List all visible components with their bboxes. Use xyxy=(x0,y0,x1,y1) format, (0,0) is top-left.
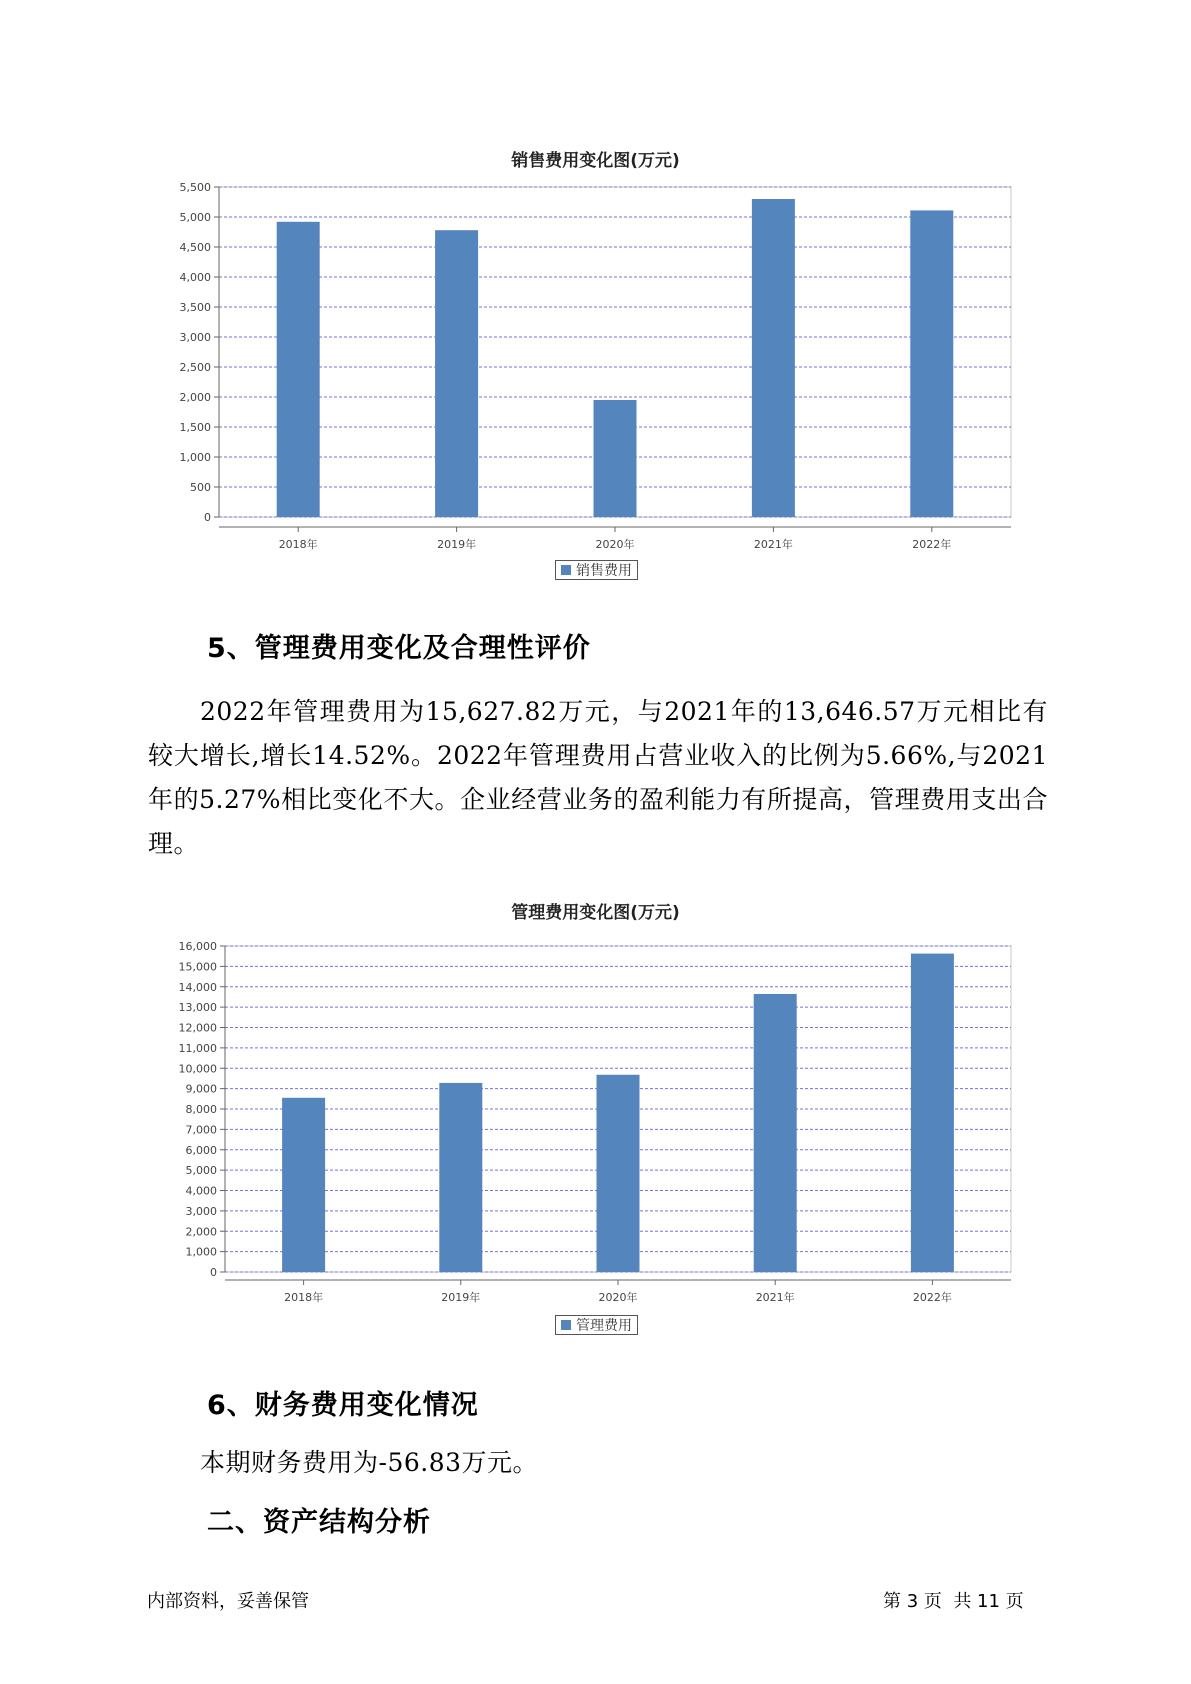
y-tick-label: 1,500 xyxy=(179,421,211,434)
y-tick-label: 2,000 xyxy=(185,1225,217,1239)
y-tick-label: 12,000 xyxy=(178,1021,217,1035)
admin-bar-2 xyxy=(597,1075,640,1272)
y-tick-label: 13,000 xyxy=(178,1001,217,1015)
sales-bar-0 xyxy=(277,222,320,517)
admin-bar-4 xyxy=(911,954,954,1272)
y-tick-label: 4,000 xyxy=(185,1184,217,1198)
x-tick-label: 2022年 xyxy=(912,1291,952,1304)
x-tick-label: 2021年 xyxy=(755,1291,795,1304)
y-tick-label: 1,000 xyxy=(185,1245,217,1259)
sales-bar-2 xyxy=(594,400,637,517)
y-tick-label: 0 xyxy=(210,1266,217,1279)
y-tick-label: 14,000 xyxy=(178,980,217,994)
section-5-heading: 5、管理费用变化及合理性评价 xyxy=(207,633,591,664)
sales-bar-3 xyxy=(752,199,795,517)
legend-swatch xyxy=(561,565,571,575)
y-tick-label: 1,000 xyxy=(179,451,211,464)
y-tick-label: 3,000 xyxy=(185,1204,217,1218)
x-tick-label: 2021年 xyxy=(753,538,793,551)
y-tick-label: 0 xyxy=(204,511,211,524)
y-tick-label: 10,000 xyxy=(178,1062,217,1076)
y-tick-label: 4,500 xyxy=(179,241,211,254)
y-tick-label: 6,000 xyxy=(185,1143,217,1157)
y-tick-label: 2,500 xyxy=(179,361,211,374)
x-tick-label: 2019年 xyxy=(441,1291,481,1304)
admin-bar-1 xyxy=(439,1083,482,1272)
y-tick-label: 16,000 xyxy=(178,940,217,953)
legend-sales xyxy=(555,560,638,580)
admin-bar-3 xyxy=(754,994,797,1272)
y-tick-label: 500 xyxy=(190,481,211,494)
y-tick-label: 8,000 xyxy=(185,1103,217,1116)
section-two-heading: 二、资产结构分析 xyxy=(207,1507,431,1538)
y-tick-label: 15,000 xyxy=(178,960,217,974)
section-6-paragraph: 本期财务费用为-56.83万元。 xyxy=(200,1448,539,1477)
y-tick-label: 5,000 xyxy=(179,211,211,224)
legend-admin xyxy=(555,1315,638,1335)
admin-expense-chart xyxy=(0,922,1191,1302)
x-tick-label: 2020年 xyxy=(595,538,635,551)
chart-title-sales: 销售费用变化图(万元) xyxy=(511,151,680,171)
legend-label-admin: 管理费用 xyxy=(576,1318,632,1334)
y-tick-label: 11,000 xyxy=(178,1041,217,1055)
x-tick-label: 2019年 xyxy=(437,538,477,551)
footer-confidential: 内部资料，妥善保管 xyxy=(147,1591,309,1612)
x-tick-label: 2018年 xyxy=(284,1291,324,1304)
footer-page-number: 第 3 页 共 11 页 xyxy=(883,1591,1024,1612)
y-tick-label: 5,500 xyxy=(179,181,211,194)
section-5-paragraph: 2022年管理费用为15,627.82万元，与2021年的13,646.57万元相比有较大增长,增长14.52%。2022年管理费用占营业收入的比例为5.66%,与2021年的5.27%相比变化不大。企业经营业务的盈利能力有所提高，管理费用支出合理。 xyxy=(148,697,1048,858)
sales-bar-4 xyxy=(910,210,953,517)
legend-label-sales: 销售费用 xyxy=(576,563,632,579)
admin-bar-0 xyxy=(282,1098,325,1272)
y-tick-label: 7,000 xyxy=(185,1123,217,1137)
legend-swatch xyxy=(561,1320,571,1330)
section-6-heading: 6、财务费用变化情况 xyxy=(207,1390,479,1421)
y-tick-label: 3,500 xyxy=(179,301,211,314)
y-tick-label: 3,000 xyxy=(179,331,211,344)
x-tick-label: 2018年 xyxy=(278,538,318,551)
chart-title-admin: 管理费用变化图(万元) xyxy=(511,903,680,923)
x-tick-label: 2020年 xyxy=(598,1291,638,1304)
y-tick-label: 2,000 xyxy=(179,391,211,404)
y-tick-label: 4,000 xyxy=(179,271,211,284)
sales-bar-1 xyxy=(435,230,478,517)
sales-expense-chart xyxy=(0,170,1191,550)
y-tick-label: 5,000 xyxy=(185,1164,217,1178)
y-tick-label: 9,000 xyxy=(185,1082,217,1096)
x-tick-label: 2022年 xyxy=(912,538,952,551)
